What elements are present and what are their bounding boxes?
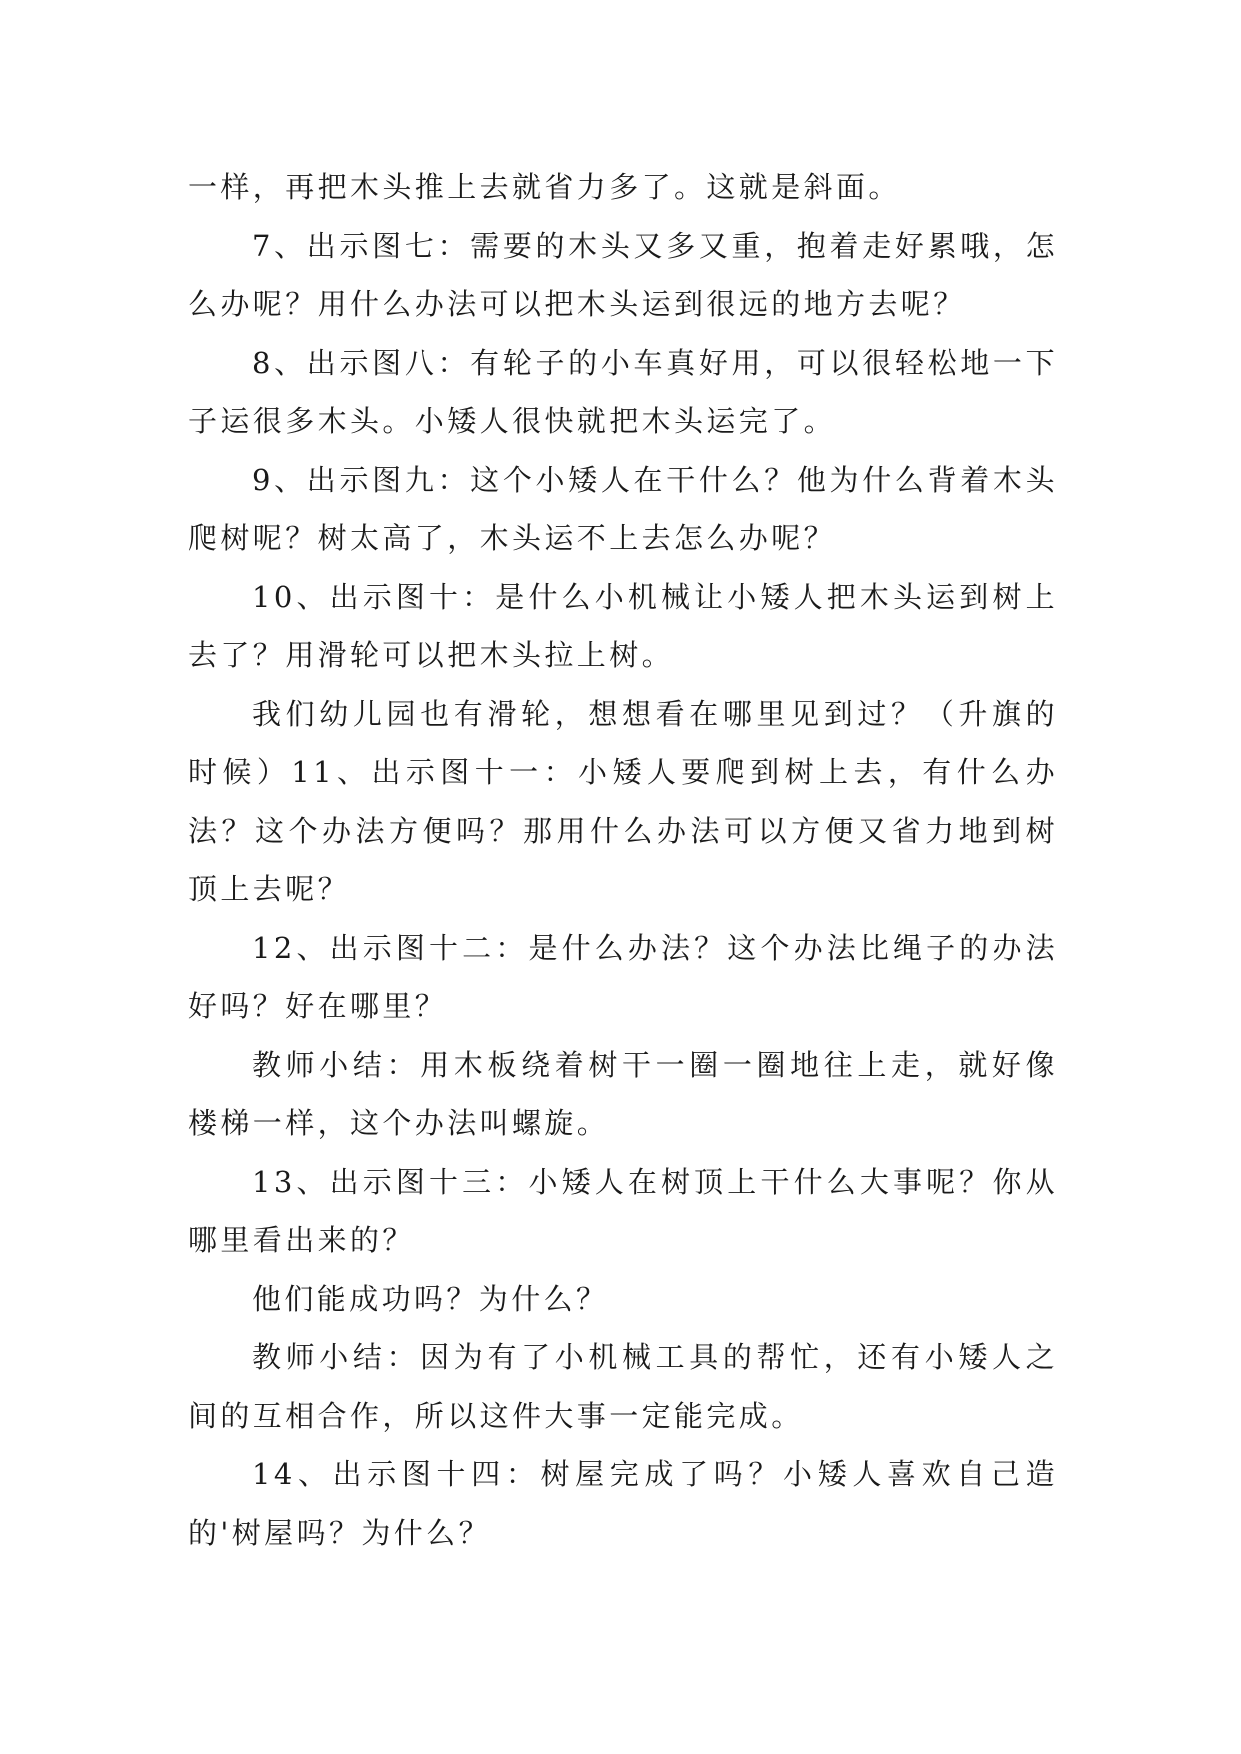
paragraph-step-10: 10、出示图十：是什么小机械让小矮人把木头运到树上去了？用滑轮可以把木头拉上树。 (188, 579, 1058, 672)
document-body (188, 158, 1058, 1562)
paragraph-teacher-summary-spiral: 教师小结：用木板绕着树干一圈一圈地往上走，就好像楼梯一样，这个办法叫螺旋。 (188, 1047, 1058, 1140)
paragraph-teacher-summary-cooperation: 教师小结：因为有了小机械工具的帮忙，还有小矮人之间的互相合作，所以这件大事一定能完成。 (188, 1340, 1058, 1433)
paragraph-continuation: 一样，再把木头推上去就省力多了。这就是斜面。 (188, 170, 901, 204)
paragraph-step-9: 9、出示图九：这个小矮人在干什么？他为什么背着木头爬树呢？树太高了，木头运不上去怎么办呢？ (188, 462, 1058, 555)
paragraph-step-14: 14、出示图十四：树屋完成了吗？小矮人喜欢自己造的'树屋吗？为什么？ (188, 1457, 1058, 1550)
paragraph-step-13: 13、出示图十三：小矮人在树顶上干什么大事呢？你从哪里看出来的？ (188, 1164, 1058, 1257)
paragraph-step-12: 12、出示图十二：是什么办法？这个办法比绳子的办法好吗？好在哪里？ (188, 930, 1058, 1023)
paragraph-pulley-and-step-11: 我们幼儿园也有滑轮，想想看在哪里见到过？（升旗的时候）11、出示图十一：小矮人要爬到树上去，有什么办法？这个办法方便吗？那用什么办法可以方便又省力地到树顶上去呢？ (188, 696, 1058, 906)
paragraph-step-7: 7、出示图七：需要的木头又多又重，抱着走好累哦，怎么办呢？用什么办法可以把木头运到很远的地方去呢？ (188, 228, 1058, 321)
paragraph-question-success: 他们能成功吗？为什么？ (252, 1281, 609, 1316)
paragraph-step-8: 8、出示图八：有轮子的小车真好用，可以很轻松地一下子运很多木头。小矮人很快就把木头运完了。 (188, 345, 1058, 438)
